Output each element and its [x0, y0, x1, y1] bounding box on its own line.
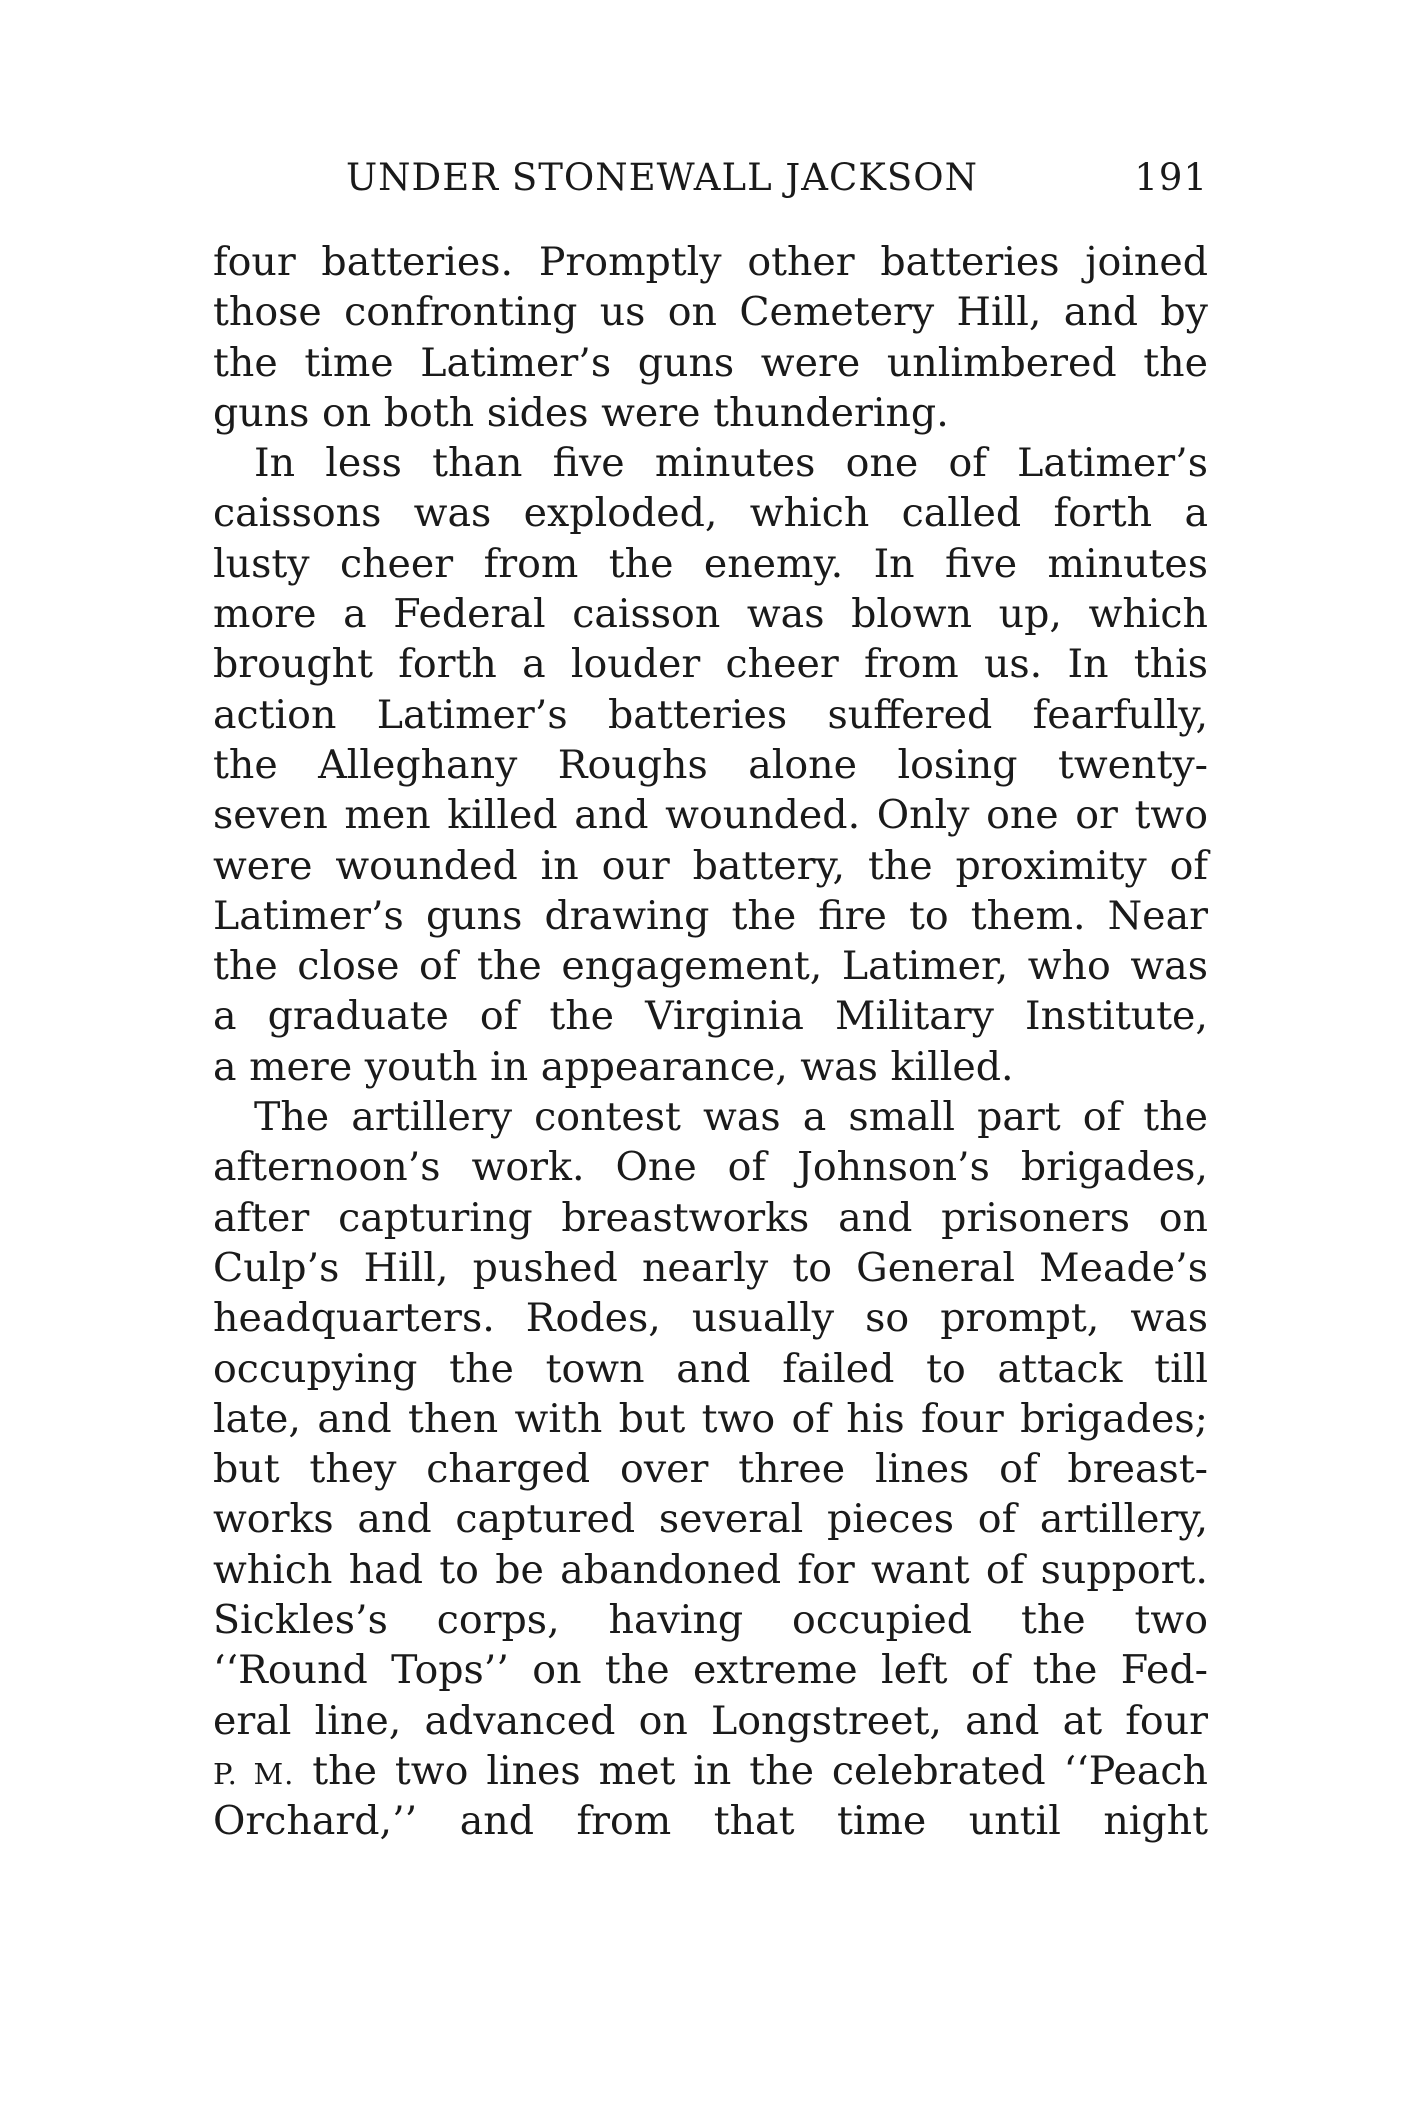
- running-head: [346, 148, 1208, 208]
- text-line: late, and then with but two of his four brigades;: [213, 1395, 1208, 1442]
- text-line: Sickles’s corps, having occupied the two: [213, 1597, 1208, 1644]
- text-line: action Latimer’s batteries suffered fearfully,: [213, 691, 1208, 738]
- text-line-rest: the two lines met in the celebrated ‘‘Peach: [294, 1747, 1208, 1794]
- text-line: afternoon’s work. One of Johnson’s brigades,: [213, 1144, 1208, 1191]
- text-line: Culp’s Hill, pushed nearly to General Meade’s: [213, 1244, 1208, 1291]
- text-line: four batteries. Promptly other batteries joined: [213, 239, 1208, 285]
- text-line: the Alleghany Roughs alone losing twenty-: [213, 741, 1208, 788]
- text-line: which had to be abandoned for want of support.: [213, 1546, 1208, 1593]
- text-line: guns on both sides were thundering.: [213, 389, 949, 436]
- text-line: brought forth a louder cheer from us. In this: [213, 641, 1208, 688]
- text-line: but they charged over three lines of breast-: [213, 1446, 1208, 1493]
- paragraph-start-line: The artillery contest was a small part of the: [254, 1094, 1208, 1141]
- text-line: were wounded in our battery, the proximity of: [213, 842, 1208, 889]
- text-line: those confronting us on Cemetery Hill, and by: [213, 289, 1208, 336]
- text-line: eral line, advanced on Longstreet, and at four: [213, 1697, 1208, 1744]
- text-line: after capturing breastworks and prisoners on: [213, 1194, 1208, 1241]
- text-line: lusty cheer from the enemy. In five minutes: [213, 540, 1208, 587]
- text-line: the time Latimer’s guns were unlimbered the: [213, 339, 1208, 386]
- text-line: more a Federal caisson was blown up, which: [213, 591, 1208, 638]
- body-text: [213, 237, 1208, 1847]
- text-line: occupying the town and failed to attack till: [213, 1345, 1208, 1392]
- text-line: [213, 1746, 1208, 1796]
- text-line: Orchard,’’ and from that time until night: [213, 1798, 1208, 1845]
- text-line: caissons was exploded, which called forth a: [213, 490, 1208, 537]
- text-line: works and captured several pieces of artillery,: [213, 1496, 1208, 1543]
- time-abbreviation: P. M.: [213, 1756, 295, 1791]
- running-title: UNDER STONEWALL JACKSON: [346, 156, 978, 199]
- paragraph-start-line: In less than five minutes one of Latimer’s: [254, 440, 1208, 487]
- page-number: 191: [1134, 156, 1208, 199]
- text-line: a mere youth in appearance, was killed.: [213, 1043, 1014, 1090]
- text-line: a graduate of the Virginia Military Institute,: [213, 993, 1208, 1040]
- text-line: the close of the engagement, Latimer, who was: [213, 943, 1208, 990]
- text-line: Latimer’s guns drawing the fire to them. Near: [213, 892, 1208, 939]
- text-line: headquarters. Rodes, usually so prompt, was: [213, 1295, 1208, 1342]
- text-line: seven men killed and wounded. Only one or two: [213, 792, 1208, 839]
- text-line: ‘‘Round Tops’’ on the extreme left of the Fed-: [213, 1647, 1208, 1694]
